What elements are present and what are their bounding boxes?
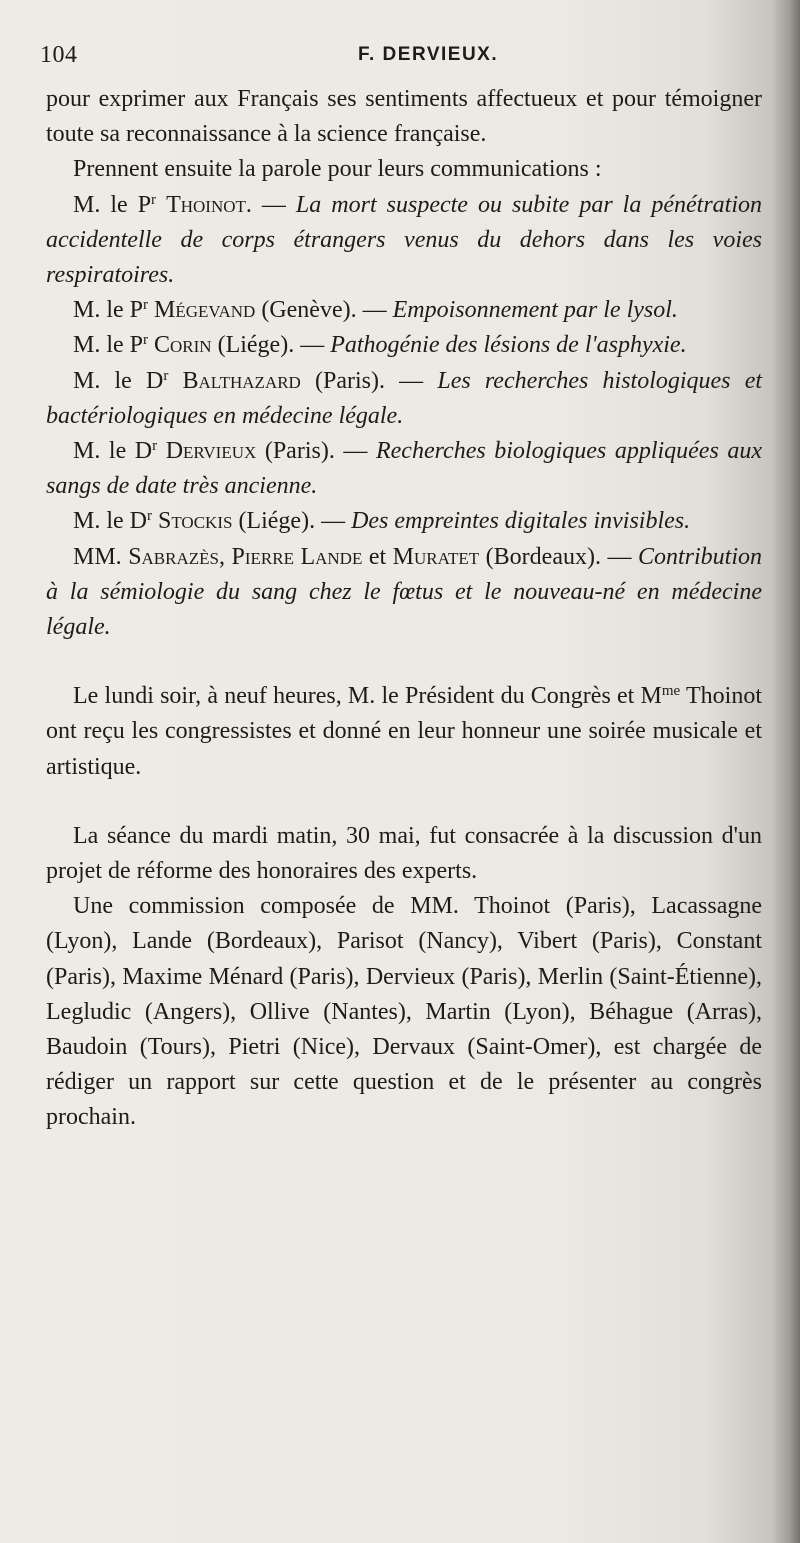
paragraph-continuation: pour exprimer aux Français ses sentiments affectueux et pour témoigner toute sa reconnaissance à la science française. <box>46 86 762 148</box>
group-dash: — <box>600 543 638 570</box>
group-separator: et <box>362 543 393 570</box>
page-header <box>40 42 760 74</box>
paragraph-commission: Une commission composée de MM. Thoinot (Paris), Lacassagne (Lyon), Lande (Bordeaux), Parisot (Nancy), Vibert (Paris), Constant (Paris), Maxime Ménard (Paris), Dervieux (Paris), Merlin (Saint-Étienne), Legludic (Angers), Ollive (Nantes), Martin (Lyon), Béhague (Arras), Baudoin (Tours), Pietri (Nice), Dervaux (Saint-Omer), est chargée de rédiger un rapport sur cette question et de le présenter au congrès prochain. <box>46 893 762 1131</box>
group-separator: , <box>219 543 232 570</box>
title-superscript: r <box>152 438 158 455</box>
communication-entry-group <box>46 540 762 646</box>
communication-prefix: M. le P <box>73 297 144 324</box>
communication-location: (Paris) <box>300 367 379 394</box>
communication-separator: . — <box>328 438 376 465</box>
communication-title: Les recherches histologiques et bactériologiques en médecine légale. <box>46 367 763 429</box>
communication-separator: . — <box>288 332 331 359</box>
communication-location: (Liége) <box>232 508 310 535</box>
soiree-text: Le lundi soir, à neuf heures, M. le Président du Congrès et M <box>73 683 662 710</box>
paragraph-seance: La séance du mardi matin, 30 mai, fut consacrée à la discussion d'un projet de réforme des honoraires des experts. <box>46 822 762 885</box>
communication-author: Dervieux <box>165 438 257 465</box>
communication-location: (Genève) <box>255 297 351 324</box>
communication-author: Corin <box>154 332 212 359</box>
group-title: Contribution à la sémiologie du sang chez le fœtus et le nouveau-né en médecine légale. <box>46 543 762 641</box>
title-superscript: r <box>147 508 152 525</box>
communication-prefix: M. le P <box>73 332 144 359</box>
communication-author: Thoinot <box>166 191 246 218</box>
communication-prefix: M. le P <box>73 191 152 218</box>
communication-author: Mégevand <box>154 297 256 324</box>
communication-title: Recherches biologiques appliquées aux sangs de date très ancienne. <box>46 438 763 500</box>
communication-separator: . — <box>245 191 296 218</box>
communication-prefix: M. le D <box>73 508 147 535</box>
paragraph-communications-intro: Prennent ensuite la parole pour leurs communications : <box>73 156 602 183</box>
communication-location: (Paris) <box>256 438 329 465</box>
communication-title: Des empreintes digitales invisibles. <box>351 508 691 535</box>
title-superscript: r <box>151 191 157 208</box>
communication-title: Empoisonnement par le lysol. <box>392 297 678 324</box>
communication-title: Pathogénie des lésions de l'asphyxie. <box>330 332 687 359</box>
communication-entry <box>46 364 762 434</box>
communication-separator: . — <box>350 297 393 324</box>
running-head: F. DERVIEUX. <box>358 44 499 65</box>
page-gutter-shadow <box>772 0 800 1543</box>
communication-prefix: M. le D <box>73 438 153 465</box>
title-superscript: r <box>143 297 149 314</box>
communication-entry <box>46 293 762 328</box>
communication-author: Balthazard <box>182 367 301 394</box>
group-author: Sabrazès <box>128 543 219 570</box>
body-text <box>46 82 762 1136</box>
title-superscript: r <box>163 367 169 384</box>
group-author: Muratet <box>392 543 480 570</box>
page-number: 104 <box>40 42 78 68</box>
group-location: (Bordeaux). <box>479 543 601 570</box>
madame-superscript: me <box>661 683 681 700</box>
communication-location: (Liége) <box>211 332 289 359</box>
communication-entry <box>46 434 762 504</box>
group-prefix: MM. <box>73 543 129 570</box>
communication-prefix: M. le D <box>73 367 164 394</box>
communication-entry <box>46 504 762 539</box>
communication-entry <box>46 188 762 294</box>
group-author: Pierre Lande <box>231 543 363 570</box>
title-superscript: r <box>143 332 149 349</box>
communication-entry <box>46 328 762 363</box>
communication-separator: . — <box>309 508 352 535</box>
communication-title: La mort suspecte ou subite par la pénétration accidentelle de corps étrangers venus du dehors dans les voies respiratoires. <box>46 191 762 289</box>
paragraph-soiree <box>46 679 762 785</box>
communication-author: Stockis <box>158 508 233 535</box>
communication-separator: . — <box>379 367 438 394</box>
soiree-text: Thoinot ont reçu les congressistes et donné en leur honneur une soirée musicale et artistique. <box>46 683 762 780</box>
